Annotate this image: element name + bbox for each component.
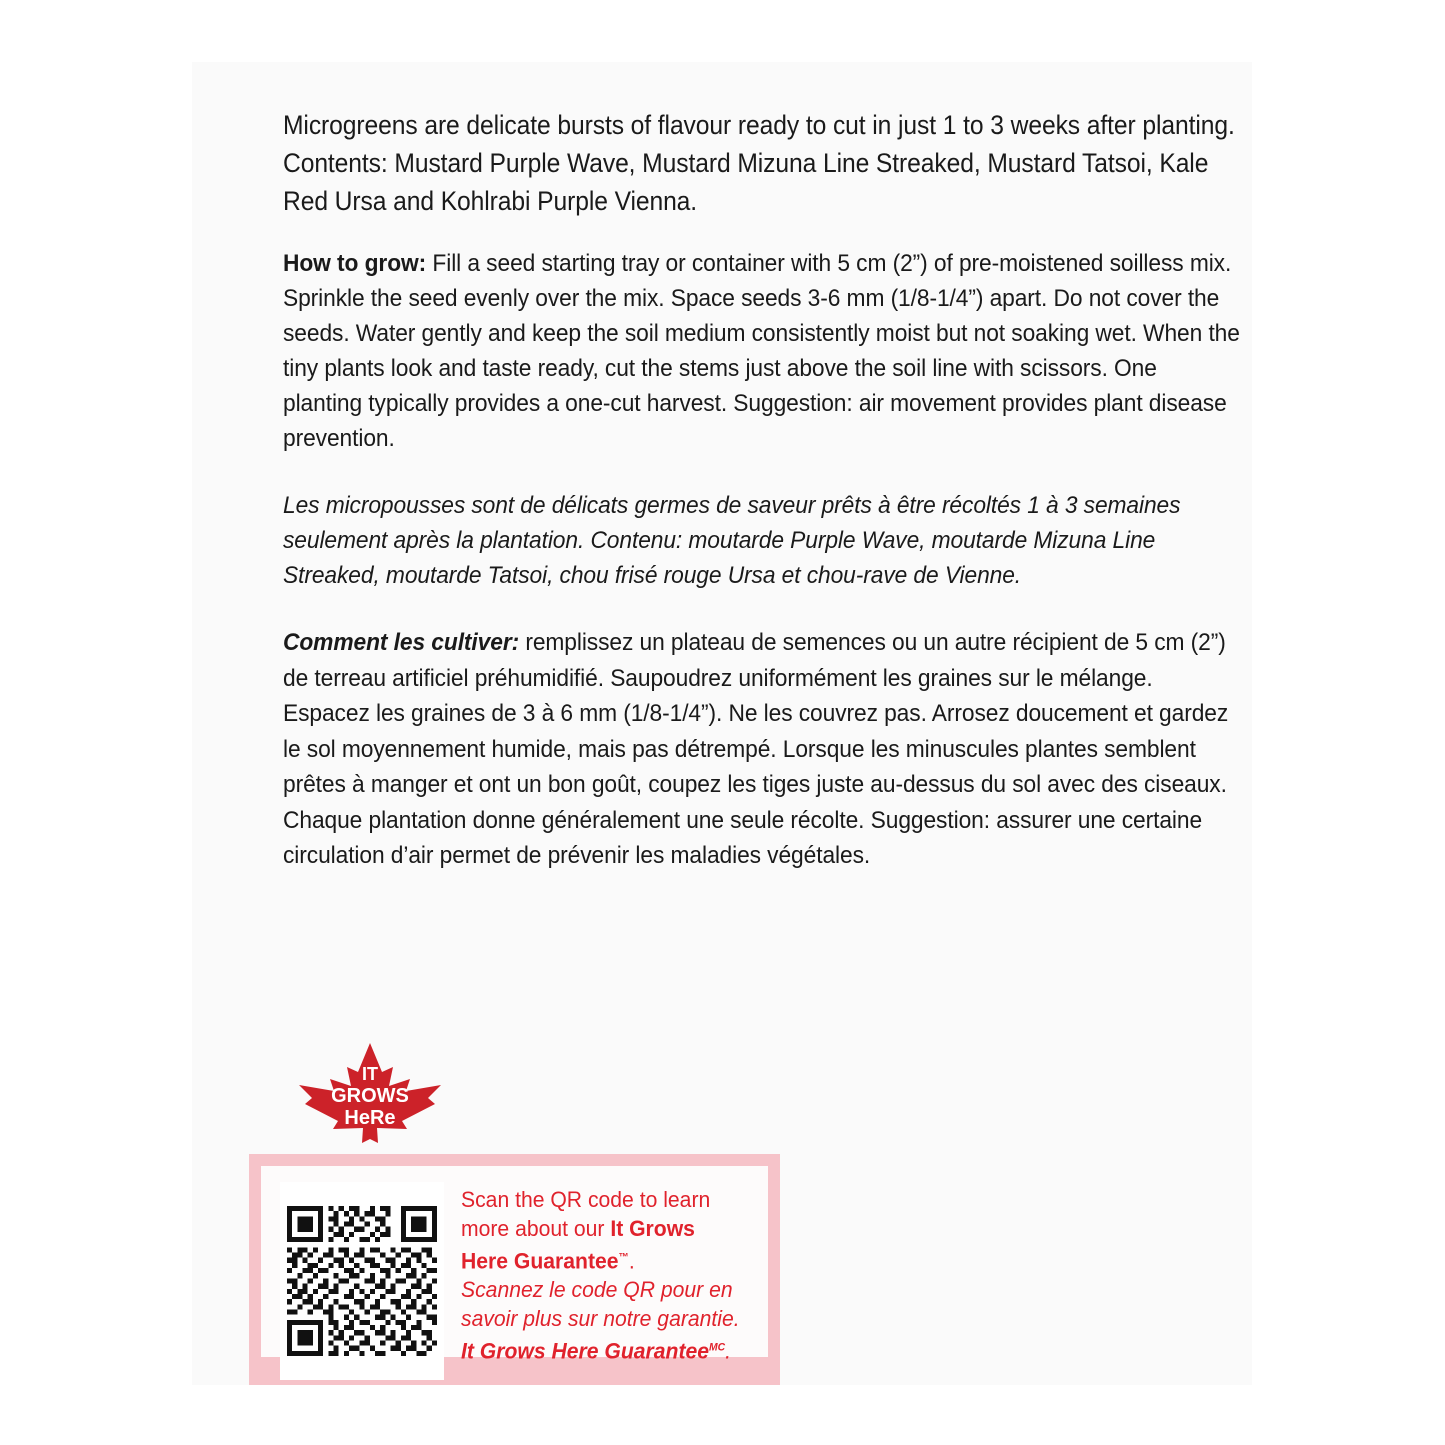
how-to-grow-paragraph-french <box>283 625 1241 874</box>
qr-callout-text <box>461 1186 743 1366</box>
qr-text-english-period: . <box>628 1248 635 1274</box>
how-to-grow-paragraph-english <box>283 246 1241 456</box>
qr-text-english-brand: It Grows Here Guarantee <box>461 1215 695 1274</box>
qr-text-french-trademark: MC <box>709 1341 726 1353</box>
qr-code-icon[interactable] <box>280 1182 444 1380</box>
qr-text-french-brand: It Grows Here Guarantee <box>461 1338 710 1364</box>
qr-text-french-period: . <box>725 1338 731 1364</box>
how-to-grow-label-french: Comment les cultiver: <box>283 629 520 656</box>
badge-line-3: HeRe <box>344 1107 396 1129</box>
seed-packet-back-panel <box>192 62 1252 1385</box>
qr-text-english-trademark: ™ <box>618 1251 629 1263</box>
how-to-grow-label-english: How to grow: <box>283 250 427 277</box>
instruction-text-column <box>283 106 1240 874</box>
how-to-grow-body-english: Fill a seed starting tray or container with 5 cm (2”) of pre-moistened soilless mix. Sprinkle the seed evenly over the mix. Space seeds 3-6 mm (1/8-1/4”) apart. Do not cover the seeds. Water gently and keep the soil medium consistently moist but not soaking wet. When the tiny plants look and taste ready, cut the stems just above the soil line with scissors. One planting typically provides a one-cut harvest. Suggestion: air movement provides plant disease prevention. <box>283 250 1240 452</box>
qr-text-french-lead: Scannez le code QR pour en savoir plus sur notre garantie. <box>461 1277 740 1331</box>
qr-callout-panel <box>249 1154 780 1385</box>
qr-text-english-lead: Scan the QR code to learn more about our <box>461 1187 711 1241</box>
badge-line-1: IT <box>362 1064 378 1084</box>
how-to-grow-body-french: remplissez un plateau de semences ou un autre récipient de 5 cm (2”) de terreau artificiel préhumidifié. Saupoudrez uniformément les graines sur le mélange. Espacez les graines de 3 à 6 mm (1/8-1/4”). Ne les couvrez pas. Arrosez doucement et gardez le sol moyennement humide, mais pas détrempé. Lorsque les minuscules plantes semblent prêtes à manger et ont un bon goût, coupez les tiges juste au-dessus du sol avec des ciseaux. Chaque plantation donne généralement une seule récolte. Suggestion: assurer une certaine circulation d’air permet de prévenir les maladies végétales. <box>283 629 1229 869</box>
intro-paragraph-french: Les micropousses sont de délicats germes de saveur prêts à être récoltés 1 à 3 semaines seulement après la plantation. Contenu: moutarde Purple Wave, moutarde Mizuna Line Streaked, moutarde Tatsoi, chou frisé rouge Ursa et chou-rave de Vienne. <box>283 492 1181 589</box>
badge-line-2: GROWS <box>331 1085 409 1107</box>
qr-text-french-block <box>461 1276 743 1366</box>
intro-paragraph-english: Microgreens are delicate bursts of flavour ready to cut in just 1 to 3 weeks after planting. Contents: Mustard Purple Wave, Mustard Mizuna Line Streaked, Mustard Tatsoi, Kale Red Ursa and Kohlrabi Purple Vienna. <box>283 110 1235 216</box>
maple-leaf-icon <box>290 1039 450 1169</box>
